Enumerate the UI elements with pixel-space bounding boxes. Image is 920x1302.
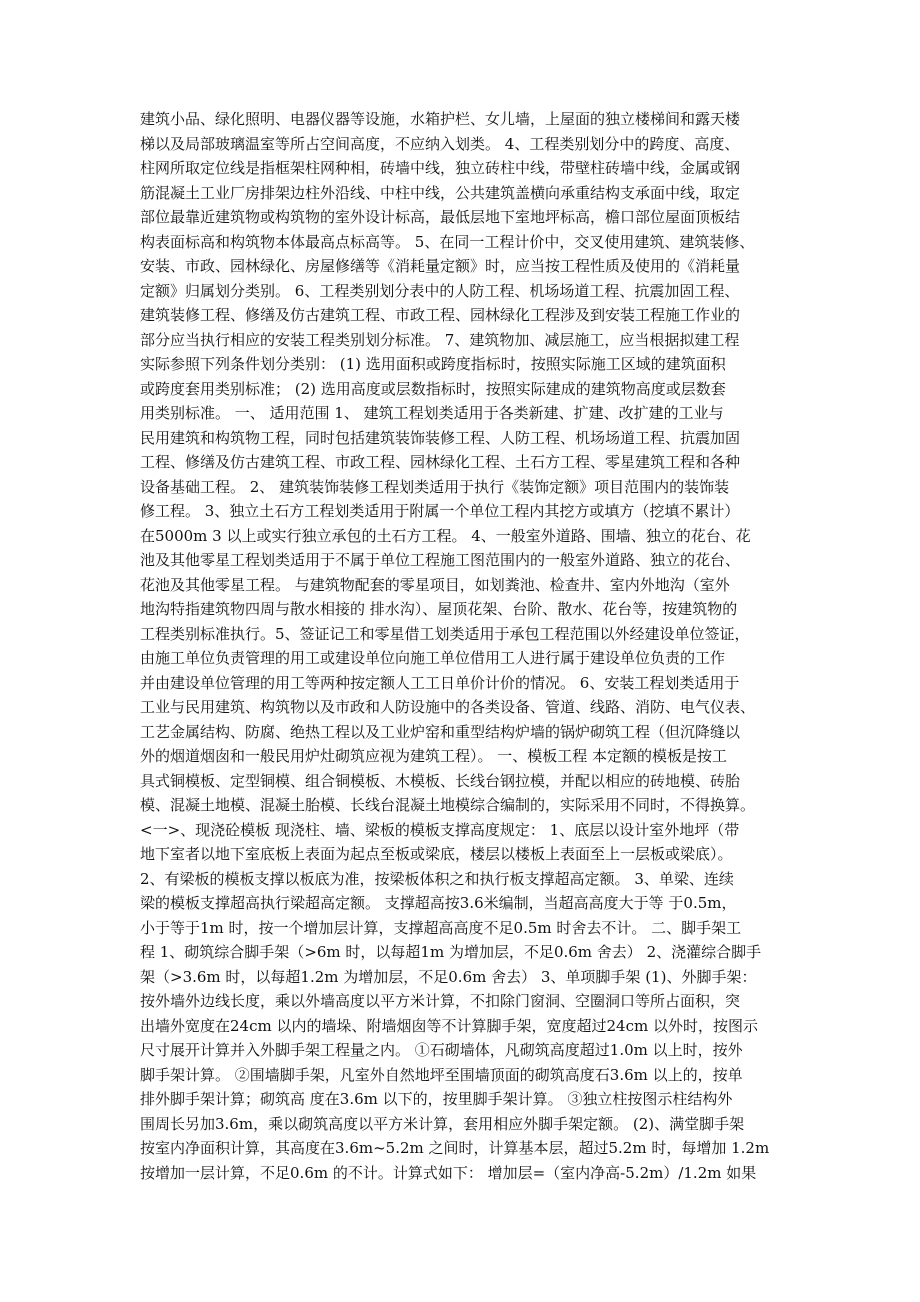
text-line: 地沟特指建筑物四周与散水相接的 排水沟）、屋顶花架、台阶、散水、花台等，按建筑物的 <box>140 600 738 618</box>
text-line: 具式铜模板、定型铜模、组合铜模板、木模板、长线台钢拉模，并配以相应的砖地模、砖胎 <box>140 771 741 790</box>
text-line: 按室内净面积计算，其高度在3.6m~5.2m 之间时，计算基本层，超过5.2m 时，每增加 1.2m <box>140 1139 770 1157</box>
text-line: 脚手架计算。 ②围墙脚手架，凡室外自然地坪至围墙顶面的砌筑高度石3.6m 以上的，按单 <box>140 1065 743 1084</box>
text-line: 由施工单位负责管理的用工或建设单位向施工单位借用工人进行属于建设单位负责的工作 <box>140 649 726 667</box>
text-line: 在5000m 3 以上或实行独立承包的土石方工程。 4、一般室外道路、围墙、独立的花台、花 <box>140 526 751 545</box>
text-line: 排外脚手架计算；砌筑高 度在3.6m 以下的，按里脚手架计算。 ③独立柱按图示柱结构外 <box>140 1090 733 1108</box>
text-line: 外的烟道烟囱和一般民用炉灶砌筑应视为建筑工程）。 一、模板工程 本定额的模板是按工 <box>140 747 728 765</box>
text-line: <一>、现浇砼模板 现浇柱、墙、梁板的模板支撑高度规定： 1、底层以设计室外地坪（带 <box>140 820 740 839</box>
text-line: 工业与民用建筑、构筑物以及市政和人防设施中的各类设备、管道、线路、消防、电气仪表、 <box>140 698 756 716</box>
text-line: 并由建设单位管理的用工等两种按定额人工工日单价计价的情况。 6、安装工程划类适用于 <box>140 673 740 692</box>
text-line: 安装、市政、园林绿化、房屋修缮等《消耗量定额》时，应当按工程性质及使用的《消耗量 <box>140 257 741 275</box>
text-line: 柱网所取定位线是指框架柱网种相，砖墙中线，独立砖柱中线，带壁柱砖墙中线，金属或钢 <box>140 159 741 177</box>
text-line: 架（>3.6m 时，以每超1.2m 为增加层，不足0.6m 舍去） 3、单项脚手架 (1)、外脚手架： <box>140 967 757 986</box>
text-line: 按增加一层计算，不足0.6m 的不计。计算式如下： 增加层=（室内净高-5.2m）/1.2m 如果 <box>140 1163 757 1182</box>
body-paragraph <box>140 107 792 1185</box>
text-line: 花池及其他零星工程。 与建筑物配套的零星项目，如划粪池、检查井、室内外地沟（室外 <box>140 575 730 594</box>
text-line: 工程、修缮及仿古建筑工程、市政工程、园林绿化工程、土石方工程、零星建筑工程和各种 <box>140 453 741 471</box>
text-line: 民用建筑和构筑物工程，同时包括建筑装饰装修工程、人防工程、机场场道工程、抗震加固 <box>140 428 741 447</box>
text-line: 工程类别标准执行。5、签证记工和零星借工划类适用于承包工程范围以外经建设单位签证， <box>140 624 750 643</box>
text-line: 模、混凝土地模、混凝土胎模、长线台混凝土地模综合编制的，实际采用不同时，不得换算。 <box>140 796 756 814</box>
text-line: 建筑装修工程、修缮及仿古建筑工程、市政工程、园林绿化工程涉及到安装工程施工作业的 <box>140 306 741 324</box>
text-line: 围周长另加3.6m，乘以砌筑高度以平方米计算，套用相应外脚手架定额。 (2)、满堂脚手架 <box>140 1114 745 1133</box>
text-line: 2、有梁板的模板支撑以板底为准，按梁板体积之和执行板支撑超高定额。 3、单梁、连续 <box>140 869 734 888</box>
text-line: 修工程。 3、独立土石方工程划类适用于附属一个单位工程内其挖方或填方（挖填不累计） <box>140 502 740 520</box>
text-line: 梯以及局部玻璃温室等所占空间高度，不应纳入划类。 4、工程类别划分中的跨度、高度、 <box>140 134 740 153</box>
text-line: 实际参照下列条件划分类别： (1) 选用面积或跨度指标时，按照实际施工区域的建筑面积 <box>140 355 726 373</box>
text-line: 或跨度套用类别标准； (2) 选用高度或层数指标时，按照实际建成的建筑物高度或层数套 <box>140 379 726 398</box>
text-line: 部分应当执行相应的安装工程类别划分标准。 7、建筑物加、减层施工，应当根据拟建工程 <box>140 330 740 349</box>
text-line: 建筑小品、绿化照明、电器仪器等设施，水箱护栏、女儿墙，上屋面的独立楼梯间和露天楼 <box>140 110 741 128</box>
text-line: 尺寸展开计算并入外脚手架工程量之内。 ①石砌墙体，凡砌筑高度超过1.0m 以上时，按外 <box>140 1041 743 1059</box>
text-line: 工艺金属结构、防腐、绝热工程以及工业炉窑和重型结构炉墙的锅炉砌筑工程（但沉降缝以 <box>140 722 741 741</box>
text-line: 筋混凝土工业厂房排架边柱外沿线、中柱中线，公共建筑盖横向承重结构支承面中线，取定 <box>140 183 741 202</box>
text-line: 出墙外宽度在24cm 以内的墙垛、附墙烟囱等不计算脚手架，宽度超过24cm 以外时，按图示 <box>140 1016 758 1035</box>
text-line: 地下室者以地下室底板上表面为起点至板或梁底，楼层以楼板上表面至上一层板或梁底）。 <box>140 845 733 863</box>
text-line: 梁的模板支撑超高执行梁超高定额。 支撑超高按3.6米编制，当超高高度大于等 于0.5m， <box>140 894 737 912</box>
text-line: 按外墙外边线长度，乘以外墙高度以平方米计算，不扣除门窗洞、空圈洞口等所占面积，突 <box>140 992 741 1010</box>
text-line: 构表面标高和构筑物本体最高点标高等。 5、在同一工程计价中，交叉使用建筑、建筑装修、 <box>140 232 755 251</box>
text-line: 小于等于1m 时，按一个增加层计算，支撑超高高度不足0.5m 时舍去不计。 二、脚手架工 <box>140 918 742 937</box>
text-line: 池及其他零星工程划类适用于不属于单位工程施工图范围内的一般室外道路、独立的花台、 <box>140 551 741 569</box>
text-line: 部位最靠近建筑物或构筑物的室外设计标高，最低层地下室地坪标高，檐口部位屋面顶板结 <box>140 208 741 226</box>
text-line: 程 1、砌筑综合脚手架（>6m 时，以每超1m 为增加层，不足0.6m 舍去） 2、浇灌综合脚手 <box>140 943 762 961</box>
text-line: 设备基础工程。 2、 建筑装饰装修工程划类适用于执行《装饰定额》项目范围内的装饰装 <box>140 477 730 496</box>
text-line: 用类别标准。 一、 适用范围 1、 建筑工程划类适用于各类新建、扩建、改扩建的工业与 <box>140 404 724 422</box>
text-line: 定额》归属划分类别。 6、工程类别划分表中的人防工程、机场场道工程、抗震加固工程、 <box>140 281 740 300</box>
